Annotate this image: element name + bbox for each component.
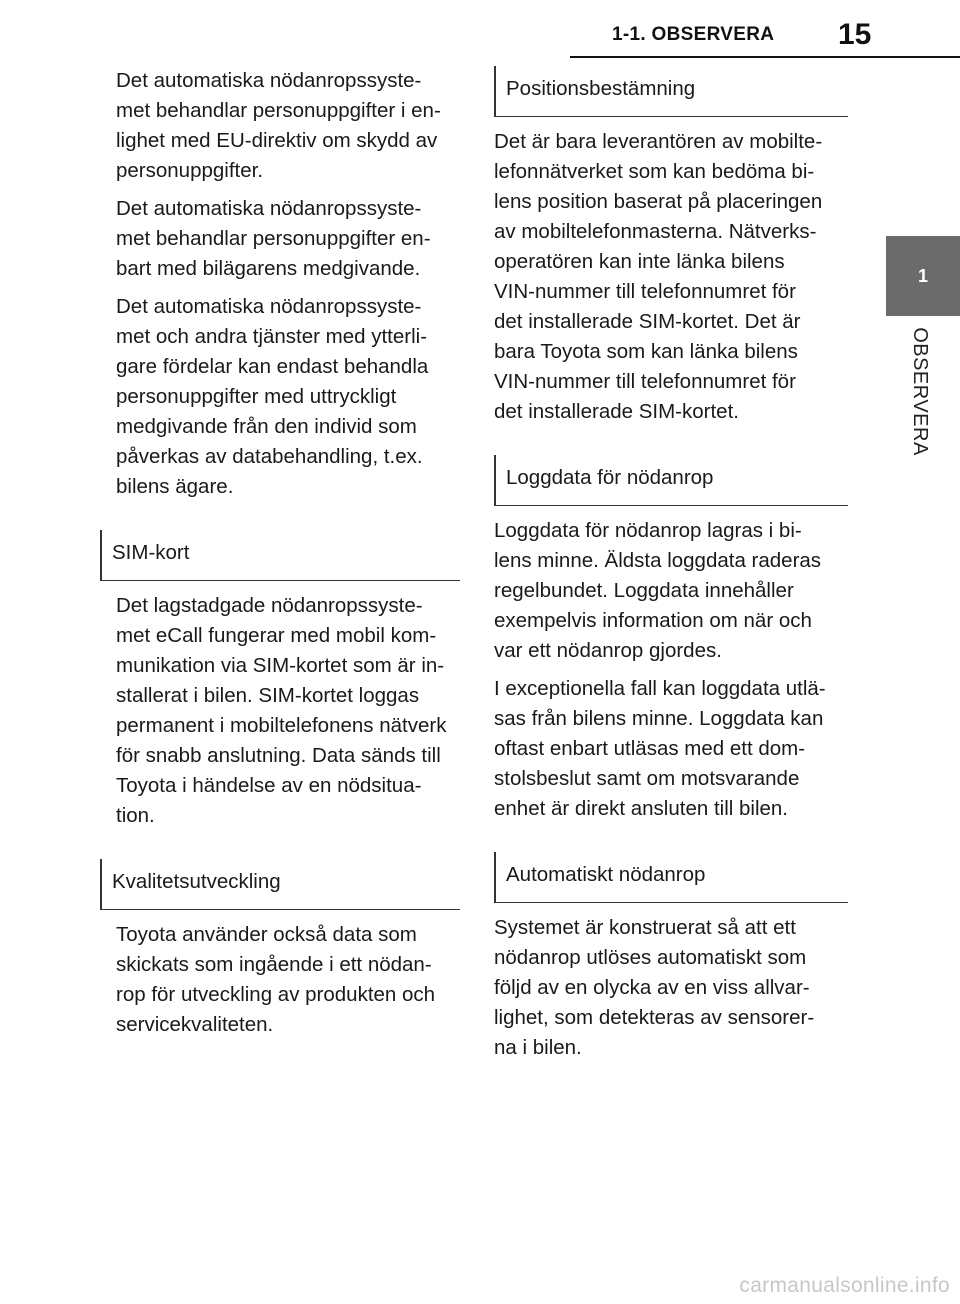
- text-line: met eCall fungerar med mobil kom-: [116, 624, 437, 647]
- text-line: stallerat i bilen. SIM-kortet loggas: [116, 684, 420, 707]
- text-line: Det är bara leverantören av mobilte-: [494, 130, 823, 153]
- text-line: följd av en olycka av en viss allvar-: [494, 976, 810, 999]
- paragraph: [116, 66, 466, 186]
- left-column: [112, 66, 466, 1048]
- text-line: lefonnätverket som kan bedöma bi-: [494, 160, 815, 183]
- text-line: personuppgifter.: [116, 159, 264, 182]
- text-line: var ett nödanrop gjordes.: [494, 639, 722, 662]
- watermark: carmanualsonline.info: [739, 1274, 950, 1297]
- text-line: met och andra tjänster med ytterli-: [116, 325, 428, 348]
- text-line: stolsbeslut samt om motsvarande: [494, 767, 800, 790]
- heading-positionsbestamning: Positionsbestämning: [494, 66, 848, 117]
- right-column: [494, 66, 848, 1071]
- text-line: Det lagstadgade nödanropssyste-: [116, 594, 423, 617]
- text-line: na i bilen.: [494, 1036, 582, 1059]
- text-line: bart med bilägarens medgivande.: [116, 257, 421, 280]
- text-line: nödanrop utlöses automatiskt som: [494, 946, 807, 969]
- header-rule: [570, 56, 960, 58]
- chapter-side-label: [882, 316, 956, 466]
- text-line: servicekvaliteten.: [116, 1013, 274, 1036]
- paragraph: [494, 674, 848, 824]
- text-line: Toyota i händelse av en nödsitua-: [116, 774, 422, 797]
- paragraph: [494, 516, 848, 666]
- heading-kvalitetsutveckling: Kvalitetsutveckling: [100, 859, 460, 910]
- text-line: bilens ägare.: [116, 475, 234, 498]
- text-line: skickats som ingående i ett nödan-: [116, 953, 432, 976]
- text-line: det installerade SIM-kortet.: [494, 400, 739, 423]
- text-line: enhet är direkt ansluten till bilen.: [494, 797, 789, 820]
- text-line: medgivande från den individ som: [116, 415, 417, 438]
- text-line: lighet med EU-direktiv om skydd av: [116, 129, 438, 152]
- text-line: Det automatiska nödanropssyste-: [116, 197, 422, 220]
- text-line: munikation via SIM-kortet som är in-: [116, 654, 445, 677]
- text-line: av mobiltelefonmasterna. Nätverks-: [494, 220, 817, 243]
- paragraph: [116, 591, 466, 831]
- paragraph: [116, 920, 466, 1040]
- text-line: Det automatiska nödanropssyste-: [116, 295, 422, 318]
- text-line: lens position baserat på placeringen: [494, 190, 823, 213]
- text-line: det installerade SIM-kortet. Det är: [494, 310, 801, 333]
- text-line: rop för utveckling av produkten och: [116, 983, 436, 1006]
- text-line: oftast enbart utläsas med ett dom-: [494, 737, 806, 760]
- text-line: lens minne. Äldsta loggdata raderas: [494, 549, 822, 572]
- text-line: gare fördelar kan endast behandla: [116, 355, 429, 378]
- page-number: 15: [838, 18, 872, 51]
- text-line: operatören kan inte länka bilens: [494, 250, 785, 273]
- text-line: met behandlar personuppgifter i en-: [116, 99, 441, 122]
- text-line: sas från bilens minne. Loggdata kan: [494, 707, 824, 730]
- chapter-number: 1: [917, 265, 928, 286]
- paragraph: [116, 194, 466, 284]
- text-line: bara Toyota som kan länka bilens: [494, 340, 798, 363]
- text-line: Loggdata för nödanrop lagras i bi-: [494, 519, 802, 542]
- text-line: för snabb anslutning. Data sänds till: [116, 744, 441, 767]
- text-line: lighet, som detekteras av sensorer-: [494, 1006, 815, 1029]
- paragraph: [494, 913, 848, 1063]
- heading-loggdata: Loggdata för nödanrop: [494, 455, 848, 506]
- chapter-tab[interactable]: [886, 236, 960, 316]
- text-line: regelbundet. Loggdata innehåller: [494, 579, 794, 602]
- section-label: 1-1. OBSERVERA: [612, 24, 775, 45]
- text-line: personuppgifter med uttryckligt: [116, 385, 397, 408]
- text-line: Det automatiska nödanropssyste-: [116, 69, 422, 92]
- heading-sim-kort: SIM-kort: [100, 530, 460, 581]
- text-line: permanent i mobiltelefonens nätverk: [116, 714, 447, 737]
- heading-automatiskt-nodanrop: Automatiskt nödanrop: [494, 852, 848, 903]
- chapter-title: OBSERVERA: [908, 326, 931, 456]
- text-line: Toyota använder också data som: [116, 923, 417, 946]
- text-line: tion.: [116, 804, 155, 827]
- paragraph: [116, 292, 466, 502]
- text-line: I exceptionella fall kan loggdata utlä-: [494, 677, 826, 700]
- text-line: Systemet är konstruerat så att ett: [494, 916, 796, 939]
- text-line: met behandlar personuppgifter en-: [116, 227, 431, 250]
- text-line: påverkas av databehandling, t.ex.: [116, 445, 423, 468]
- text-line: exempelvis information om när och: [494, 609, 812, 632]
- paragraph: [494, 127, 848, 427]
- text-line: VIN-nummer till telefonnumret för: [494, 280, 796, 303]
- text-line: VIN-nummer till telefonnumret för: [494, 370, 796, 393]
